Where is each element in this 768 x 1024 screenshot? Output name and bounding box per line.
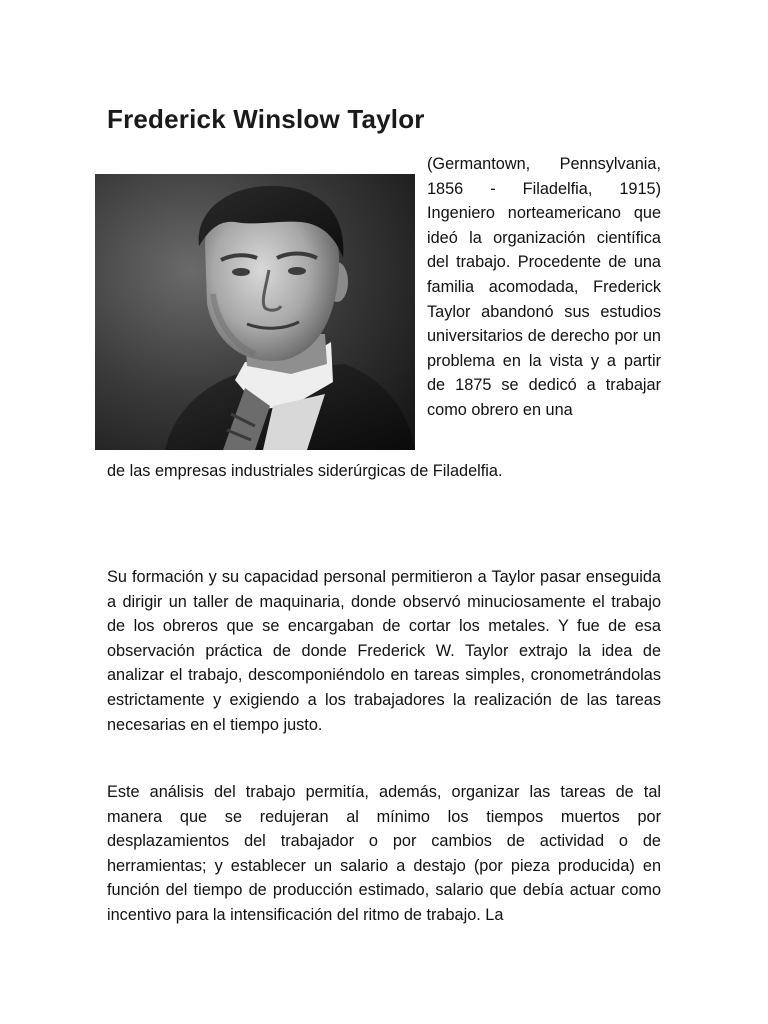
intro-paragraph-right: (Germantown, Pennsylvania, 1856 - Filadelfia, 1915) Ingeniero norteamericano que ideó la organización científica del trabajo. Procedente de una familia acomodada, Frederick Taylor abandonó sus estudios universitarios de derecho por un problema en la vista y a partir de 1875 se dedicó a trabajar como obrero en una [427,155,661,419]
paragraph-1: Su formación y su capacidad personal permitieron a Taylor pasar enseguida a dirigir un taller de maquinaria, donde observó minuciosamente el trabajo de los obreros que se encargaban de cortar los metales. Y fue de esa observación práctica de donde Frederick W. Taylor extrajo la idea de analizar el trabajo, descomponiéndolo en tareas simples, cronometrándolas estrictamente y exigiendo a los trabajadores la realización de las tareas necesarias en el tiempo justo. [107,568,661,734]
paragraph-2: Este análisis del trabajo permitía, además, organizar las tareas de tal manera que se redujeran al mínimo los tiempos muertos por desplazamientos del trabajador o por cambios de actividad o de herramientas; y establecer un salario a destajo (por pieza producida) en función del tiempo de producción estimado, salario que debía actuar como incentivo para la intensificación del ritmo de trabajo. La [107,783,661,924]
portrait-photo [95,174,415,450]
page-title: Frederick Winslow Taylor [107,104,425,134]
intro-paragraph-continuation: de las empresas industriales siderúrgicas de Filadelfia. [107,462,503,480]
